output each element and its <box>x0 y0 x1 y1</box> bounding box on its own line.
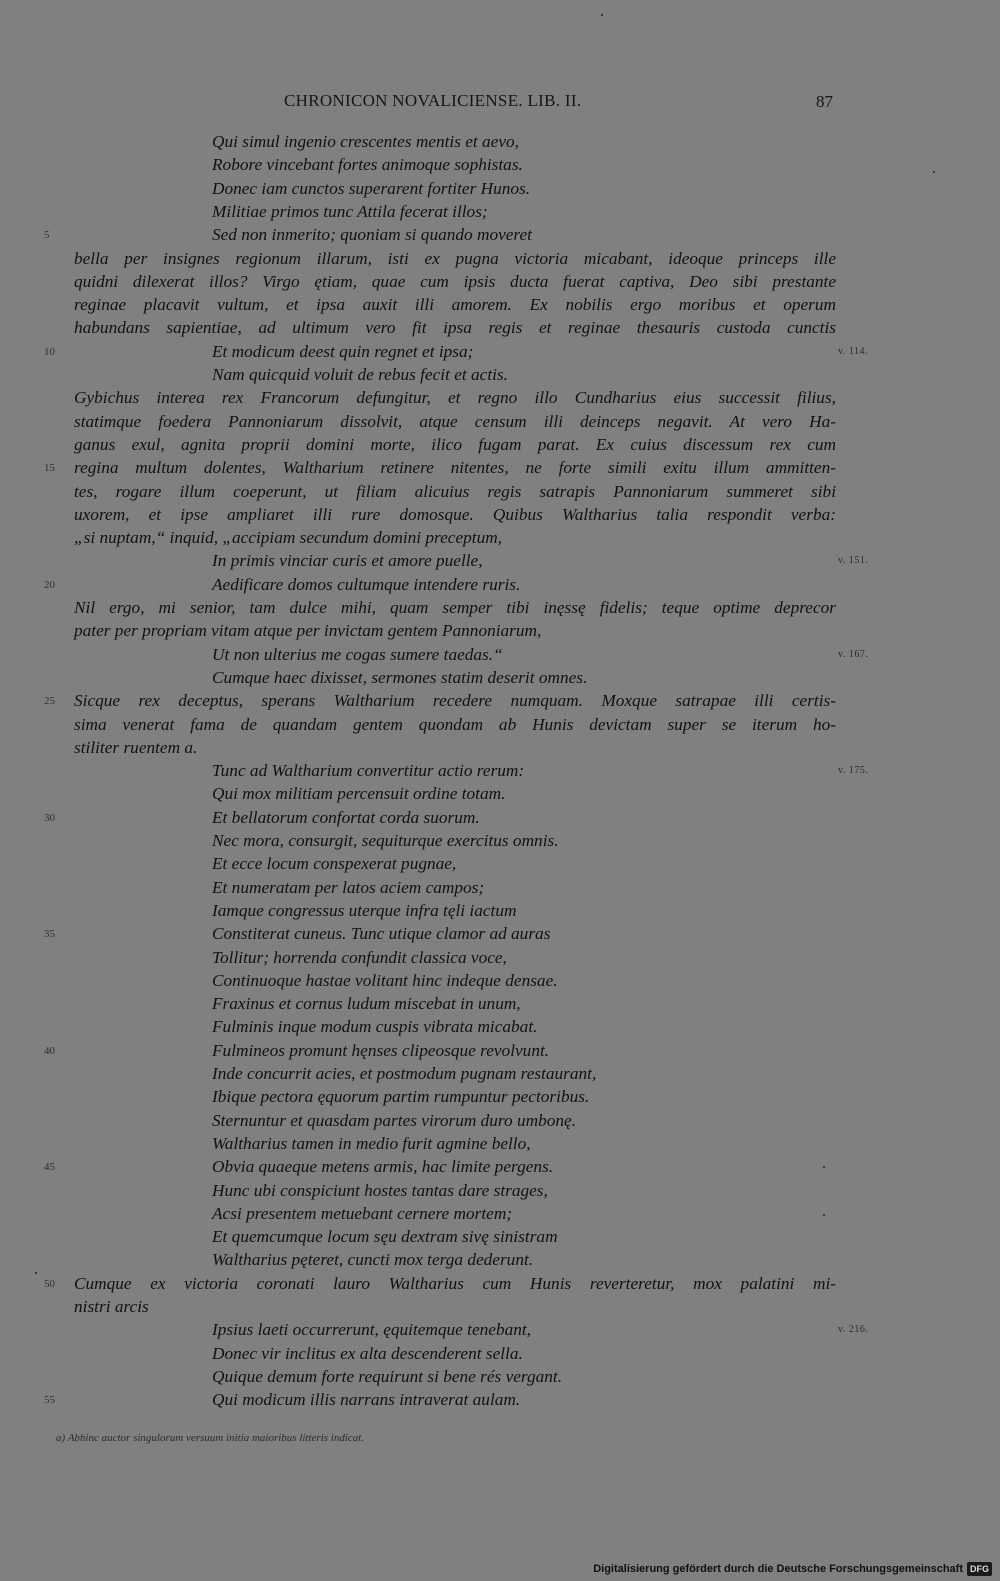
text-line <box>0 130 1000 154</box>
verse-reference: v. 114. <box>838 345 868 357</box>
line-number: 30 <box>44 811 55 824</box>
line-text: stiliter ruentem a. <box>74 737 198 757</box>
line-text: Gybichus interea rex Francorum defungitur, et regno illo Cundharius eius successit filius, <box>74 388 836 408</box>
text-line <box>0 1155 1000 1179</box>
line-text: Et modicum deest quin regnet et ipsa; <box>212 341 474 361</box>
text-line <box>0 1318 1000 1342</box>
text-line <box>0 969 1000 993</box>
text-line <box>0 456 1000 480</box>
text-line <box>0 503 1000 527</box>
line-text: Et quemcumque locum sęu dextram sivę sinistram <box>212 1227 558 1247</box>
text-line <box>0 1179 1000 1203</box>
text-line <box>0 1202 1000 1226</box>
line-text: Obvia quaeque metens armis, hac limite pergens. <box>212 1157 554 1177</box>
text-line <box>0 270 1000 294</box>
line-text: Donec iam cunctos superarent fortiter Hunos. <box>212 178 531 198</box>
text-line <box>0 782 1000 806</box>
text-line <box>0 1015 1000 1039</box>
line-text: reginae placavit vultum, et ipsa auxit illi amorem. Ex nobilis ergo moribus et operum <box>74 295 836 315</box>
line-text: Et ecce locum conspexerat pugnae, <box>212 854 457 874</box>
line-number: 50 <box>44 1277 55 1290</box>
line-text: ganus exul, agnita proprii domini morte, ilico fugam parat. Ex cuius discessum rex cum <box>74 434 836 454</box>
line-text: Iamque congressus uterque infra tęli iactum <box>212 900 517 920</box>
text-line <box>0 829 1000 853</box>
text-line <box>0 713 1000 737</box>
text-line <box>0 666 1000 690</box>
line-text: statimque foedera Pannoniarum dissolvit, atque censum illi deinceps negavit. At vero Ha- <box>74 411 836 431</box>
line-number: 45 <box>44 1161 55 1174</box>
text-line <box>0 736 1000 760</box>
line-text: Et numeratam per latos aciem campos; <box>212 877 485 897</box>
line-text: In primis vinciar curis et amore puelle, <box>212 551 483 571</box>
text-line <box>0 177 1000 201</box>
text-line <box>0 386 1000 410</box>
text-line <box>0 316 1000 340</box>
text-line <box>0 1225 1000 1249</box>
digitization-credit <box>593 1560 992 1578</box>
text-line <box>0 433 1000 457</box>
line-number: 35 <box>44 928 55 941</box>
dfg-logo: DFG <box>967 1562 992 1576</box>
line-number: 55 <box>44 1394 55 1407</box>
text-line <box>0 293 1000 317</box>
text-line <box>0 852 1000 876</box>
line-number: 40 <box>44 1044 55 1057</box>
credit-text: Digitalisierung gefördert durch die Deutsche Forschungsgemeinschaft <box>593 1563 963 1575</box>
line-text: uxorem, et ipse ampliaret illi rure domosque. Quibus Waltharius talia respondit verba: <box>74 504 836 524</box>
text-line <box>0 759 1000 783</box>
line-number: 20 <box>44 578 55 591</box>
text-line <box>0 899 1000 923</box>
line-text: Ibique pectora ęquorum partim rumpuntur pectoribus. <box>212 1087 590 1107</box>
line-text: „si nuptam,“ inquid, „accipiam secundum domini preceptum, <box>74 528 503 548</box>
line-text: Continuoque hastae volitant hinc indeque densae. <box>212 970 558 990</box>
text-line <box>0 1085 1000 1109</box>
verse-reference: v. 175. <box>838 765 869 777</box>
line-text: Fraxinus et cornus ludum miscebat in unum, <box>212 994 521 1014</box>
line-text: Quique demum forte requirunt si bene rés vergant. <box>212 1366 563 1386</box>
line-text: Sternuntur et quasdam partes virorum duro umbonę. <box>212 1110 577 1130</box>
line-text: Militiae primos tunc Attila fecerat illos; <box>212 201 488 221</box>
text-line <box>0 596 1000 620</box>
text-line <box>0 1295 1000 1319</box>
text-line <box>0 340 1000 364</box>
text-line <box>0 1342 1000 1366</box>
line-text: Donec vir inclitus ex alta descenderent sella. <box>212 1343 523 1363</box>
line-text: nistri arcis <box>74 1297 149 1316</box>
text-line <box>0 876 1000 900</box>
line-text: Robore vincebant fortes animoque sophistas. <box>212 155 523 175</box>
line-text: Et bellatorum confortat corda suorum. <box>212 807 480 827</box>
line-text: Nam quicquid voluit de rebus fecit et actis. <box>212 365 508 384</box>
footnote: a) Abhinc auctor singulorum versuum initia maioribus litteris indicat. <box>56 1432 365 1444</box>
line-text: Fulmineos promunt hęnses clipeosque revolvunt. <box>212 1040 550 1060</box>
line-text: Acsi presentem metuebant cernere mortem; <box>212 1203 513 1223</box>
verse-reference: v. 216. <box>838 1324 869 1336</box>
text-line <box>0 200 1000 224</box>
text-line <box>0 946 1000 970</box>
text-line <box>0 1248 1000 1272</box>
text-line <box>0 1109 1000 1133</box>
text-line <box>0 223 1000 247</box>
line-text: Qui mox militiam percensuit ordine totam. <box>212 784 506 804</box>
text-line <box>0 1062 1000 1086</box>
line-text: Tunc ad Waltharium convertitur actio rerum: <box>212 761 525 781</box>
verse-reference: v. 151. <box>838 555 869 567</box>
text-line <box>0 573 1000 597</box>
scan-speck <box>35 1272 37 1274</box>
running-title: CHRONICON NOVALICIENSE. LIB. II. <box>284 91 582 110</box>
text-line <box>0 363 1000 387</box>
scan-speck <box>601 14 603 16</box>
line-number: 5 <box>44 229 50 242</box>
line-text: Cumque ex victoria coronati lauro Waltharius cum Hunis reverteretur, mox palatini mi- <box>74 1273 836 1293</box>
line-text: habundans sapientiae, ad ultimum vero fit ipsa regis et reginae thesauris custoda cunctis <box>74 318 836 338</box>
line-text: Sicque rex deceptus, sperans Waltharium recedere numquam. Moxque satrapae illi certis- <box>74 691 836 711</box>
line-text: sima venerat fama de quandam gentem quondam ab Hunis devictam super se iterum ho- <box>74 714 836 734</box>
text-line <box>0 247 1000 271</box>
text-line <box>0 1388 1000 1412</box>
line-number: 25 <box>44 695 55 708</box>
line-text: Inde concurrit acies, et postmodum pugnam restaurant, <box>212 1064 597 1083</box>
text-line <box>0 526 1000 550</box>
text-line <box>0 689 1000 713</box>
line-text: Ipsius laeti occurrerunt, ęquitemque tenebant, <box>212 1320 531 1340</box>
scan-speck <box>823 1214 825 1216</box>
line-text: Sed non inmerito; quoniam si quando moveret <box>212 225 532 245</box>
text-line <box>0 922 1000 946</box>
line-text: regina multum dolentes, Waltharium retinere nitentes, ne forte simili exitu illum ammitten- <box>74 458 836 478</box>
text-line <box>0 480 1000 504</box>
text-line <box>0 1365 1000 1389</box>
line-text: Cumque haec dixisset, sermones statim deserit omnes. <box>212 667 588 687</box>
line-text: Constiterat cuneus. Tunc utique clamor ad auras <box>212 924 551 944</box>
text-line <box>0 153 1000 177</box>
text-line <box>0 619 1000 643</box>
text-line <box>0 643 1000 667</box>
line-text: Qui simul ingenio crescentes mentis et aevo, <box>212 132 519 151</box>
line-text: Fulminis inque modum cuspis vibrata micabat. <box>212 1017 538 1037</box>
line-text: bella per insignes regionum illarum, isti ex pugna victoria micabant, ideoque princeps ille <box>74 248 836 268</box>
text-line <box>0 1272 1000 1296</box>
line-text: quidni dilexerat illos? Virgo ętiam, quae cum ipsis ducta fuerat captiva, Deo sibi prestante <box>74 271 836 291</box>
line-text: Waltharius tamen in medio furit agmine bello, <box>212 1133 531 1153</box>
scan-speck <box>823 1166 825 1168</box>
line-text: Nil ergo, mi senior, tam dulce mihi, quam semper tibi inęssę fidelis; teque optime deprecor <box>74 598 836 617</box>
line-text: Ut non ulterius me cogas sumere taedas.“ <box>212 644 503 664</box>
scan-speck <box>933 171 935 173</box>
line-text: pater per propriam vitam atque per invictam gentem Pannoniarum, <box>74 621 542 641</box>
line-number: 15 <box>44 462 55 475</box>
line-text: Waltharius pęteret, cuncti mox terga dederunt. <box>212 1250 534 1270</box>
page-number: 87 <box>816 92 833 111</box>
line-text: Qui modicum illis narrans intraverat aulam. <box>212 1390 521 1410</box>
line-text: Tollitur; horrenda confundit classica voce, <box>212 947 507 967</box>
line-text: Nec mora, consurgit, sequiturque exercitus omnis. <box>212 831 559 850</box>
text-line <box>0 1039 1000 1063</box>
line-number: 10 <box>44 345 55 358</box>
text-line <box>0 410 1000 434</box>
text-line <box>0 1132 1000 1156</box>
text-line <box>0 549 1000 573</box>
text-line <box>0 806 1000 830</box>
line-text: tes, rogare illum coeperunt, ut filiam alicuius regis satrapis Pannoniarum summeret sibi <box>74 481 836 501</box>
verse-reference: v. 167. <box>838 648 869 660</box>
line-text: Aedificare domos cultumque intendere ruris. <box>212 574 521 594</box>
text-line <box>0 992 1000 1016</box>
line-text: Hunc ubi conspiciunt hostes tantas dare strages, <box>212 1180 548 1200</box>
